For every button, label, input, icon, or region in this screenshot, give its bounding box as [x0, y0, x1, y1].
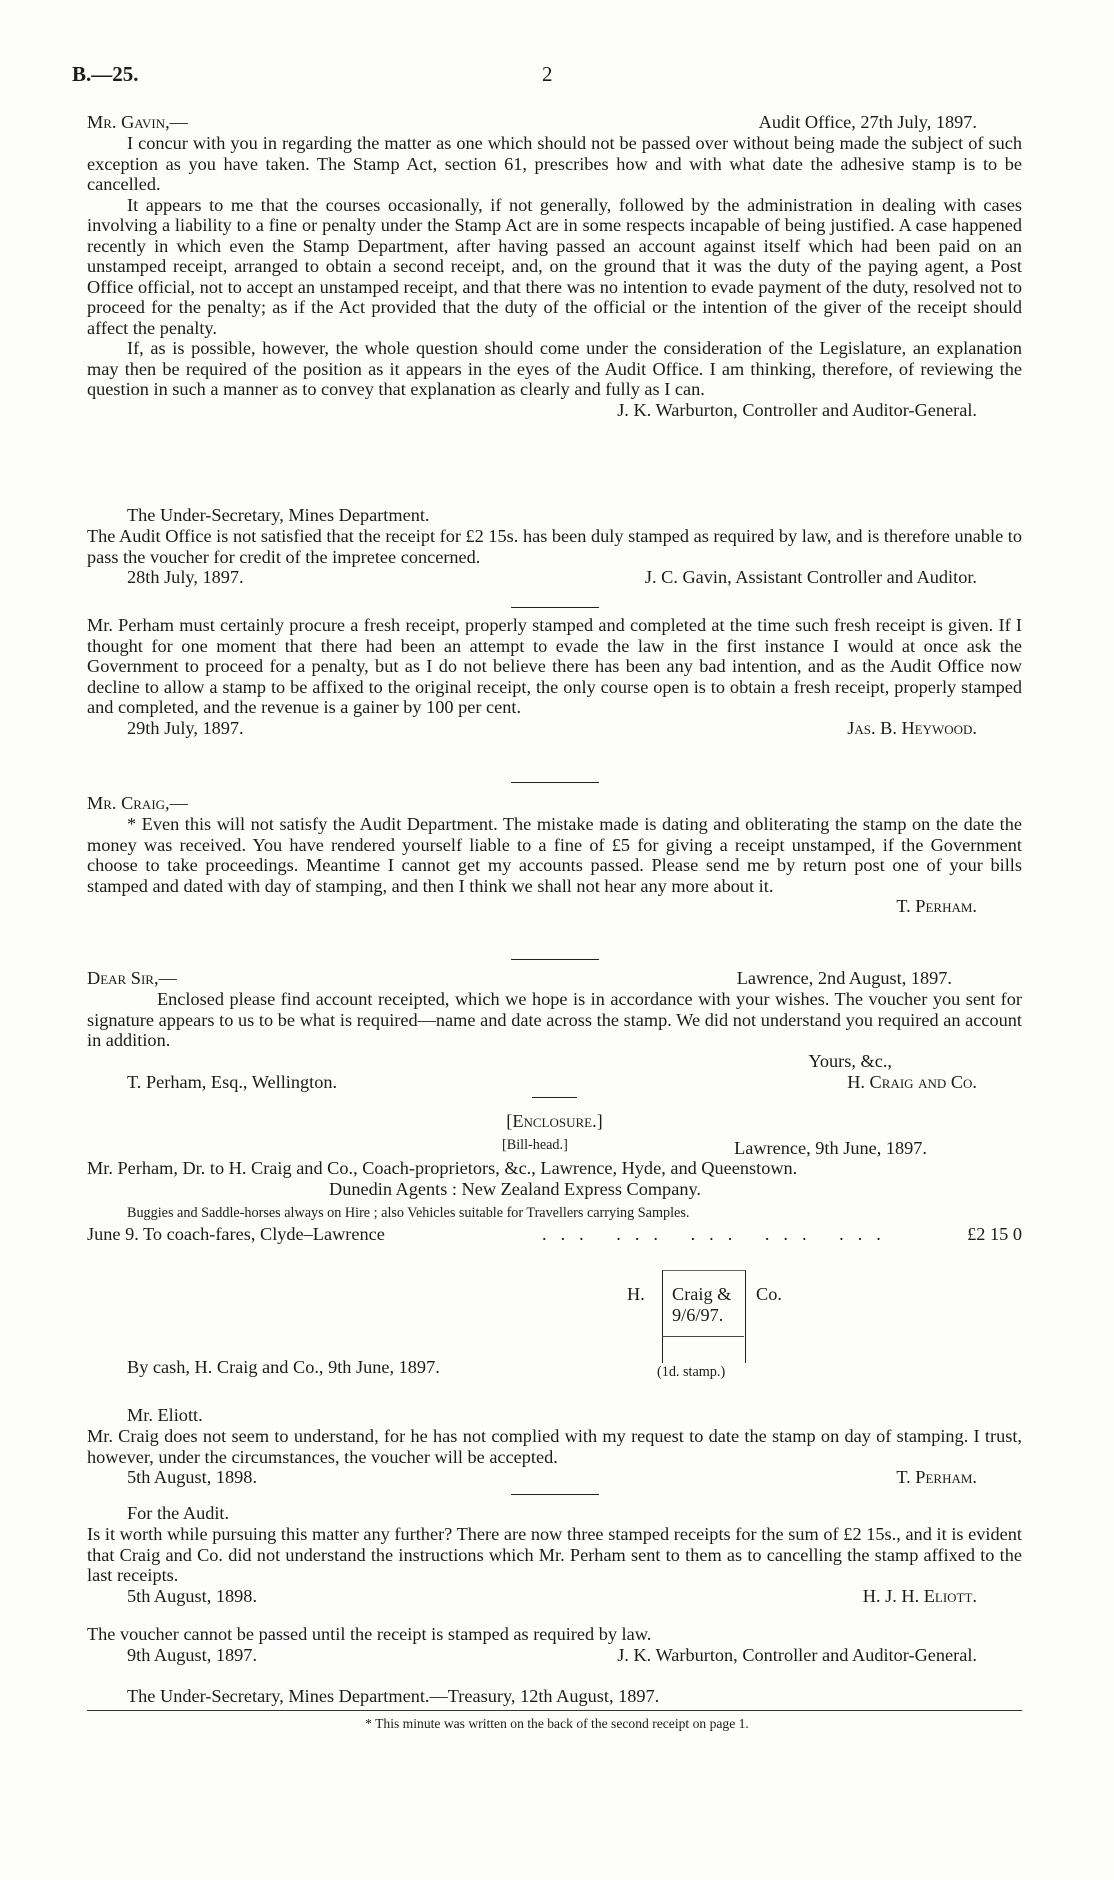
footnote: * This minute was written on the back of the second receipt on page 1.	[365, 1716, 749, 1731]
divider	[511, 959, 599, 960]
signature: H. J. H. Eliott.	[862, 1585, 977, 1606]
document-reference: B.—25.	[72, 62, 139, 86]
signature: T. Perham.	[896, 896, 977, 916]
stamp-right-text: Co.	[756, 1284, 782, 1304]
signature: J. K. Warburton, Controller and Auditor-General.	[617, 1644, 977, 1665]
closing-line: The Under-Secretary, Mines Department.—Treasury, 12th August, 1897.	[127, 1686, 660, 1706]
amount: £2 15 0	[967, 1224, 1022, 1244]
paragraph: The voucher cannot be passed until the receipt is stamped as required by law.	[87, 1624, 652, 1644]
bill-line: Mr. Perham, Dr. to H. Craig and Co., Coach-proprietors, &c., Lawrence, Hyde, and Queenstown.	[87, 1158, 798, 1178]
signature: J. C. Gavin, Assistant Controller and Auditor.	[644, 567, 977, 587]
addressee: For the Audit.	[127, 1503, 230, 1523]
receipt-line	[87, 1357, 1022, 1378]
minute-warburton-2	[87, 1624, 1022, 1666]
paragraph: Mr. Craig does not seem to understand, for he has not complied with my request to date the stamp on day of stamping. I trust, however, under the circumstances, the voucher will be accepted.	[87, 1426, 1022, 1467]
divider	[511, 782, 599, 783]
page-header	[72, 64, 1022, 90]
signature: Jas. B. Heywood.	[847, 717, 977, 738]
date: 5th August, 1898.	[127, 1585, 258, 1606]
paragraph: Enclosed please find account receipted, which we hope is in accordance with your wishes. The voucher you sent for signature appears to us to be what is required—name and date across the stamp. We did not understand you required an account in addition.	[87, 989, 1022, 1050]
paragraph: The Audit Office is not satisfied that the receipt for £2 15s. has been duly stamped as required by law, and is therefore unable to pass the voucher for credit of the impretee concerned.	[87, 526, 1022, 567]
paragraph: Is it worth while pursuing this matter any further? There are now three stamped receipts for the sum of £2 15s., and it is evident that Craig and Co. did not understand the instructions which Mr. Perham sent to them as to cancelling the stamp affixed to the last receipts.	[87, 1524, 1022, 1585]
paragraph: * Even this will not satisfy the Audit Department. The mistake made is dating and obliterating the stamp on the date the money was received. You have rendered yourself liable to a fine of £5 for giving a receipt unstamped, if the Government choose to take proceedings. Meantime I cannot get my accounts passed. Please send me by return post one of your bills stamped and dated with day of stamping, and then I think we shall not hear any more about it.	[87, 814, 1022, 896]
enclosure	[87, 1111, 1022, 1245]
signature: H. Craig and Co.	[847, 1071, 977, 1092]
paragraph: If, as is possible, however, the whole question should come under the consideration of the Legislature, an explanation may then be required of the position as it appears in the eyes of the Audit Office. I am thinking, therefore, of reviewing the question in such a manner as to convey that explanation as clearly and fully as I can.	[87, 338, 1022, 399]
salutation: Mr. Craig,—	[87, 793, 188, 813]
bill-line: Dunedin Agents : New Zealand Express Company.	[329, 1179, 701, 1199]
minute-gavin	[87, 505, 1022, 588]
date: 9th August, 1897.	[127, 1644, 258, 1665]
addressee: T. Perham, Esq., Wellington.	[127, 1071, 338, 1092]
minute-eliott	[87, 1503, 1022, 1607]
place-date: Lawrence, 2nd August, 1897.	[736, 968, 952, 988]
page-number: 2	[542, 62, 553, 86]
stamp-text: Craig &	[672, 1284, 732, 1304]
minute-warburton-1	[87, 112, 1022, 421]
bill-item: June 9. To coach-fares, Clyde–Lawrence	[87, 1224, 385, 1244]
paragraph: It appears to me that the courses occasionally, if not generally, followed by the administration in dealing with cases involving a liability to a fine or penalty under the Stamp Act are in some respects incapable of being justified. A case happened recently in which even the Stamp Department, after having passed an account against itself which had been paid on an unstamped receipt, arranged to obtain a second receipt, and, on the ground that it was the duty of the paying agent, a Post Office official, not to accept an unstamped receipt, and that there was no intention to evade payment of the duty, resolved not to proceed for the penalty; as if the Act provided that the duty of the official or the intention of the giver of the receipt should affect the penalty.	[87, 194, 1022, 338]
stamp-caption: (1d. stamp.)	[657, 1364, 726, 1380]
signature: T. Perham.	[896, 1467, 977, 1487]
closing-endorsement	[87, 1686, 1022, 1707]
billhead-label: [Bill-head.]	[502, 1137, 568, 1153]
addressee: Mr. Eliott.	[127, 1405, 203, 1425]
closing: Yours, &c.,	[808, 1050, 892, 1071]
minute-perham-2	[87, 1405, 1022, 1488]
paragraph: I concur with you in regarding the matter as one which should not be passed over without being made the subject of such exception as you have taken. The Stamp Act, section 61, prescribes how and with what date the adhesive stamp is to be cancelled.	[87, 133, 1022, 194]
receipt-text: By cash, H. Craig and Co., 9th June, 1897.	[127, 1357, 440, 1377]
divider	[511, 1494, 599, 1495]
enclosure-title: [Enclosure.]	[506, 1111, 603, 1131]
date: 28th July, 1897.	[127, 567, 244, 587]
salutation: Mr. Gavin,—	[87, 112, 188, 132]
divider	[532, 1097, 577, 1098]
minute-heywood	[87, 615, 1022, 739]
letter-perham	[87, 793, 1022, 917]
place-date: Audit Office, 27th July, 1897.	[758, 112, 977, 132]
stamp-left-text: H.	[627, 1284, 645, 1304]
letter-craig	[87, 968, 1022, 1093]
addressee: The Under-Secretary, Mines Department.	[127, 505, 430, 525]
stamp-text: 9/6/97.	[672, 1305, 724, 1325]
footnote-rule	[87, 1710, 1022, 1711]
divider	[511, 607, 599, 608]
date: 29th July, 1897.	[127, 717, 244, 738]
salutation: Dear Sir,—	[87, 968, 177, 988]
signature: J. K. Warburton, Controller and Auditor-General.	[617, 399, 977, 420]
leaders: ... ... ... ... ...	[542, 1224, 895, 1244]
date: 5th August, 1898.	[127, 1467, 258, 1487]
stamp-rule	[662, 1336, 744, 1337]
place-date: Lawrence, 9th June, 1897.	[734, 1138, 927, 1158]
paragraph: Mr. Perham must certainly procure a fresh receipt, properly stamped and completed at the time such fresh receipt is given. If I thought for one moment that there had been an attempt to evade the law in the first instance I would at once ask the Government to proceed for a penalty, but as I do not believe there has been any bad intention, and as the Audit Office now decline to allow a stamp to be affixed to the original receipt, the only course open is to obtain a fresh receipt, properly stamped and completed, and the revenue is a gainer by 100 per cent.	[87, 615, 1022, 717]
bill-line: Buggies and Saddle-horses always on Hire ; also Vehicles suitable for Travellers carrying Samples.	[127, 1205, 690, 1221]
